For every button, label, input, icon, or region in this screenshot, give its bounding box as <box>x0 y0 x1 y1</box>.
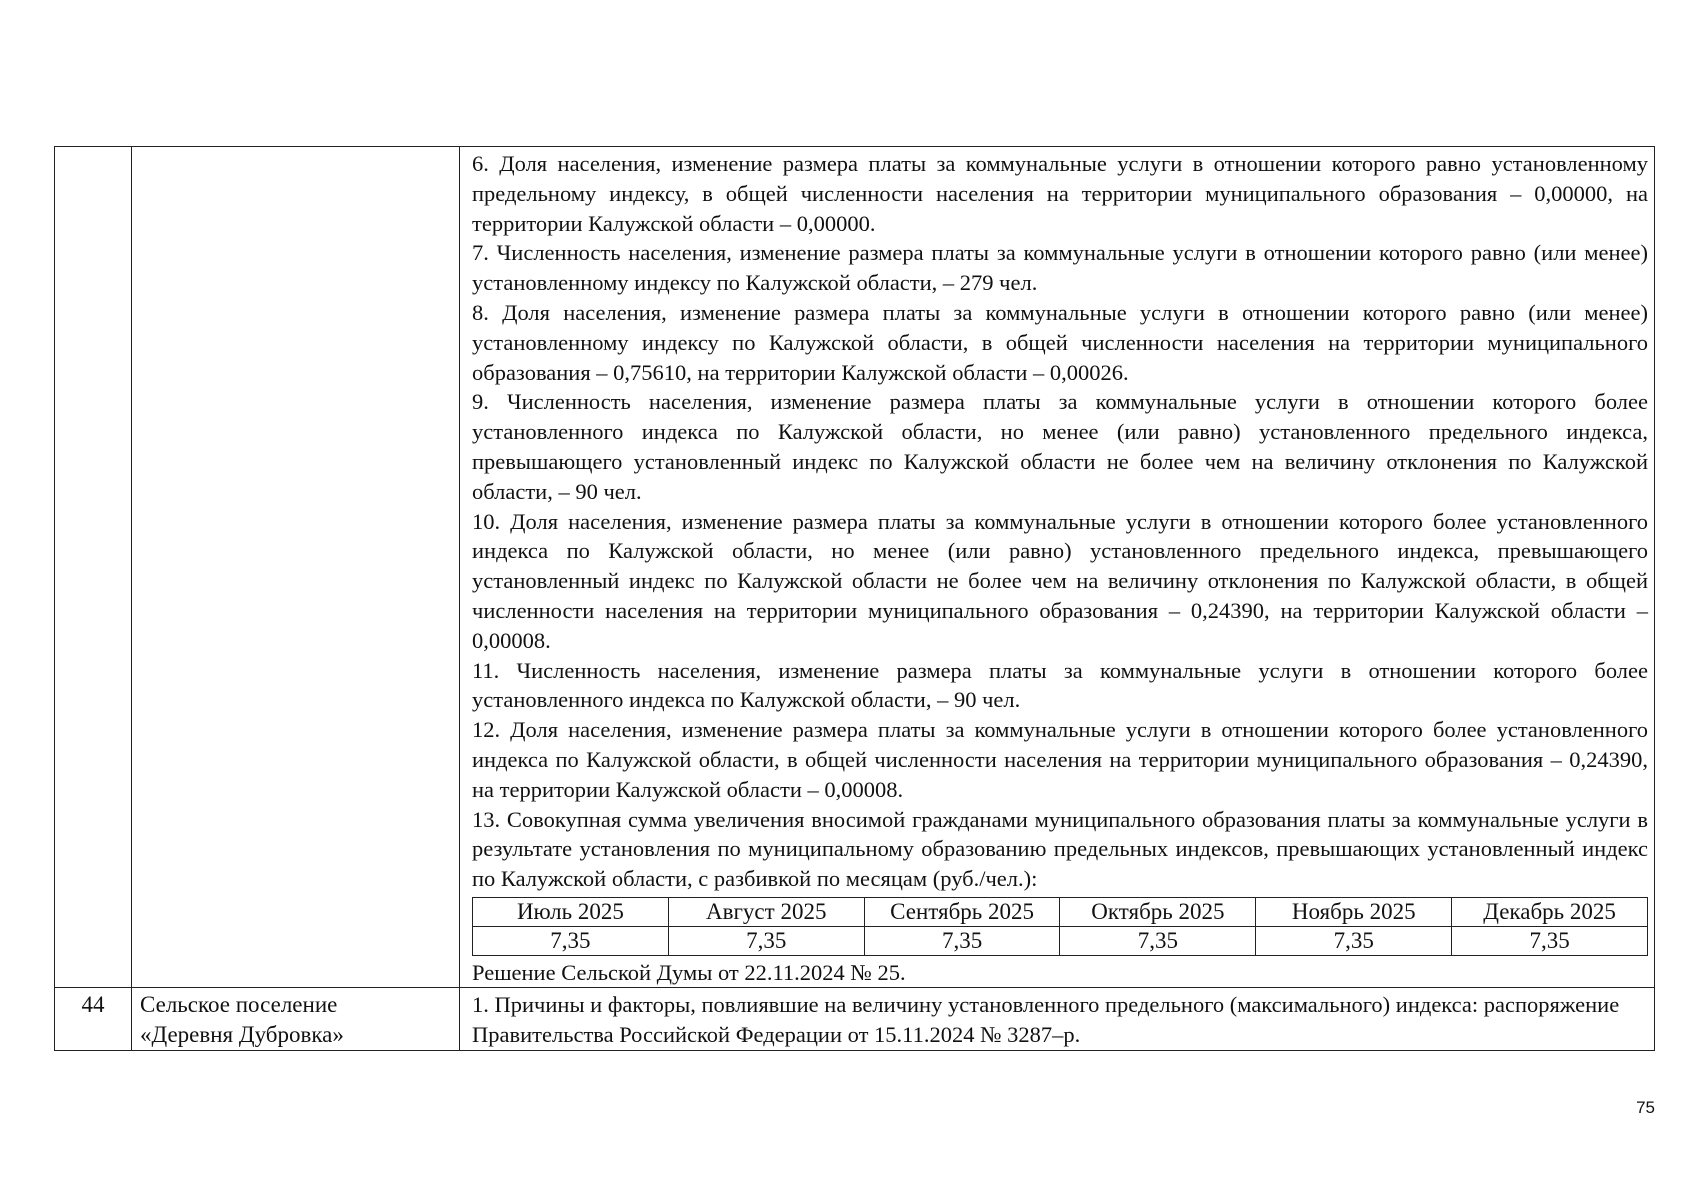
description-cell <box>460 987 1655 1050</box>
month-value: 7,35 <box>1256 926 1452 955</box>
month-header: Август 2025 <box>668 897 864 926</box>
paragraph-7: 7. Численность населения, изменение размера платы за коммунальные услуги в отношении которого равно (или менее) установленному индексу по Калужской области, – 279 чел. <box>472 240 1648 296</box>
month-value-row <box>473 926 1648 955</box>
month-value: 7,35 <box>864 926 1060 955</box>
page-number: 75 <box>1636 1098 1655 1117</box>
paragraph-1: 1. Причины и факторы, повлиявшие на величину установленного предельного (максимального) индекса: распоряжение Правительства Российской Федерации от 15.11.2024 № 3287–р. <box>472 991 1620 1047</box>
municipality-name-cell <box>132 147 460 988</box>
municipality-name <box>132 987 460 1050</box>
month-header: Июль 2025 <box>473 897 669 926</box>
month-header-row <box>473 897 1648 926</box>
month-header: Октябрь 2025 <box>1060 897 1256 926</box>
paragraph-13: 13. Совокупная сумма увеличения вносимой гражданами муниципального образования платы за коммунальные услуги в результате установления по муниципальному образованию предельных индексов, превышающих установленный индекс по Калужской области, с разбивкой по месяцам (руб./чел.): <box>472 806 1648 892</box>
paragraph-8: 8. Доля населения, изменение размера платы за коммунальные услуги в отношении которого равно (или менее) установленному индексу по Калужской области, в общей численности населения на территории муниципального образования – 0,75610, на территории Калужской области – 0,00026. <box>472 299 1648 385</box>
paragraph-9: 9. Численность населения, изменение размера платы за коммунальные услуги в отношении которого более установленного индекса по Калужской области, но менее (или равно) установленного предельного индекса, превышающего установленный индекс по Калужской области не более чем на величину отклонения по Калужской области, – 90 чел. <box>472 389 1648 504</box>
row-number: 44 <box>55 987 132 1050</box>
decision-reference: Решение Сельской Думы от 22.11.2024 № 25. <box>472 959 906 985</box>
paragraph-6: 6. Доля населения, изменение размера платы за коммунальные услуги в отношении которого равно установленному предельному индексу, в общей численности населения на территории муниципального образования – 0,00000, на территории Калужской области – 0,00000. <box>472 151 1648 236</box>
paragraph-12: 12. Доля населения, изменение размера платы за коммунальные услуги в отношении которого более установленного индекса по Калужской области, в общей численности населения на территории муниципального образования – 0,24390, на территории Калужской области – 0,00008. <box>472 717 1648 802</box>
month-value: 7,35 <box>473 926 669 955</box>
municipality-name-line2: «Деревня Дубровка» <box>140 1021 344 1047</box>
municipality-name-line1: Сельское поселение <box>140 991 338 1017</box>
month-header: Декабрь 2025 <box>1452 897 1648 926</box>
month-value: 7,35 <box>1060 926 1256 955</box>
monthly-increase-table <box>472 897 1648 956</box>
table-row-continuation <box>55 147 1655 988</box>
month-value: 7,35 <box>668 926 864 955</box>
paragraph-10: 10. Доля населения, изменение размера платы за коммунальные услуги в отношении которого более установленного индекса по Калужской области, но менее (или равно) установленного предельного индекса, превышающего установленный индекс по Калужской области не более чем на величину отклонения по Калужской области, в общей численности населения на территории муниципального образования – 0,24390, на территории Калужской области – 0,00008. <box>472 508 1648 653</box>
month-value: 7,35 <box>1452 926 1648 955</box>
table-row-44 <box>55 987 1655 1050</box>
month-header: Сентябрь 2025 <box>864 897 1060 926</box>
month-header: Ноябрь 2025 <box>1256 897 1452 926</box>
description-cell <box>460 147 1655 988</box>
paragraph-11: 11. Численность населения, изменение размера платы за коммунальные услуги в отношении которого более установленного индекса по Калужской области, – 90 чел. <box>472 657 1648 713</box>
row-number-cell <box>55 147 132 988</box>
municipal-index-table <box>54 146 1655 1051</box>
